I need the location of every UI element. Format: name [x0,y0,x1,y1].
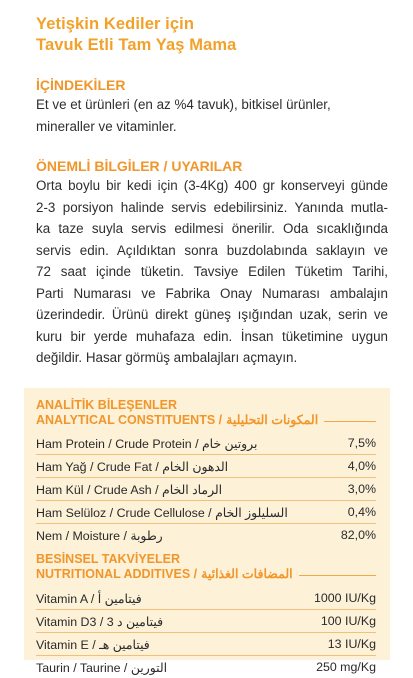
info-line: kuru bir yerde muhafaza edin. İnsan tüketimine uygun [36,328,388,344]
ingredients-text [36,94,388,137]
info-line: Parti Numarası ve Fabrika Onay Numarası ambalajın [36,285,388,301]
row-label: Taurin / Taurine / التورين [36,660,168,675]
additives-heading-ar: المضافات الغذائية [201,567,293,581]
product-title-line-1: Yetişkin Kediler için [36,15,194,33]
analytical-heading-tr: ANALİTİK BİLEŞENLER [36,398,177,412]
ingredients-heading: İÇİNDEKİLER [36,77,126,93]
table-row [36,524,376,546]
info-heading: ÖNEMLİ BİLGİLER / UYARILAR [36,158,243,174]
analytical-heading-en-text: ANALYTICAL CONSTITUENTS / [36,413,223,427]
nutrition-panel [24,388,390,675]
ingredients-line: mineraller ve vitaminler. [36,118,177,134]
row-label: Vitamin A / فيتامين أ [36,591,142,606]
info-line: üzerindedir. Ürünü direkt güneş ışığından uzak, serin ve [36,307,388,322]
label-content [36,14,388,369]
row-value: 7,5% [347,436,376,450]
analytical-heading-ar: المكونات التحليلية [226,413,319,427]
info-line: Orta boylu bir kedi için (3-4Kg) 400 gr konserveyi günde [36,178,388,193]
table-row [36,432,376,455]
info-text [36,175,388,369]
row-label: Vitamin E / فيتامين هـ [36,637,150,652]
row-value: 100 IU/Kg [320,614,376,628]
row-value: 4,0% [347,459,376,473]
row-value: 0,4% [347,505,376,519]
analytical-heading-en [36,413,376,428]
info-line: değildir. Hasar görmüş ambalajları açmayın. [36,350,298,365]
row-label: Ham Selüloz / Crude Cellulose / السليلوز الخام [36,505,288,520]
additives-heading-tr: BESİNSEL TAKVİYELER [36,552,181,566]
row-value: 13 IU/Kg [327,637,376,651]
info-line: servis edin. Açıldıktan sonra buzdolabında saklayın ve [36,242,388,258]
table-row [36,633,376,656]
additives-heading-en [36,567,376,582]
row-value: 3,0% [347,482,376,496]
row-value: 1000 IU/Kg [314,591,376,605]
row-label: Ham Yağ / Crude Fat / الدهون الخام [36,459,229,474]
heading-rule [324,421,376,422]
info-line: 2-3 porsiyon halinde servis edebilirsiniz. Yanında mutla- [36,199,388,215]
table-row [36,455,376,478]
row-label: Ham Protein / Crude Protein / بروتين خام [36,436,258,451]
analytical-table [36,432,376,546]
ingredients-line: Et ve et ürünleri (en az %4 tavuk), bitkisel ürünler, [36,97,331,112]
info-line: 72 saat içinde tüketin. Tavsiye Edilen Tüketim Tarihi, [36,264,388,279]
info-line: ka taze suyla servis edilmesi önerilir. Oda sıcaklığında [36,221,388,236]
product-title [36,14,388,56]
row-label: Vitamin D3 / فيتامين د 3 [36,614,163,629]
additives-heading-en-text: NUTRITIONAL ADDITIVES / [36,567,198,581]
table-row [36,610,376,633]
row-value: 250 mg/Kg [316,660,376,674]
row-label: Nem / Moisture / رطوبة [36,528,163,543]
product-title-line-2: Tavuk Etli Tam Yaş Mama [36,36,237,54]
table-row [36,501,376,524]
table-row [36,656,376,678]
heading-rule [299,575,376,576]
row-label: Ham Kül / Crude Ash / الرماد الخام [36,482,223,497]
table-row [36,587,376,610]
row-value: 82,0% [340,528,376,542]
table-row [36,478,376,501]
additives-table [36,587,376,678]
